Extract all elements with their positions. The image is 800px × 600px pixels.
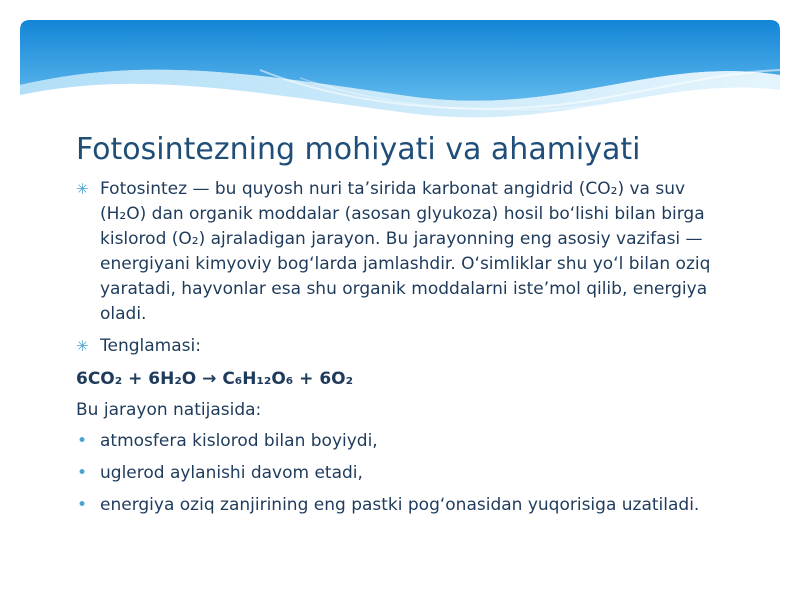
paragraph-definition <box>76 177 736 327</box>
result-text: uglerod aylanishi davom etadi, <box>100 463 363 483</box>
header-wave-decoration <box>0 0 800 150</box>
result-intro: Bu jarayon natijasida: <box>76 400 262 420</box>
list-item <box>76 493 736 518</box>
list-item <box>76 429 736 454</box>
dot-bullet-icon: • <box>77 431 88 451</box>
result-text: atmosfera kislorod bilan boyiydi, <box>100 431 378 451</box>
definition-text: Fotosintez — bu quyosh nuri ta’sirida karbonat angidrid (CO₂) va suv (H₂O) dan organik moddalar (asosan glyukoza) hosil bo‘lishi bilan birga kislorod (O₂) ajraladigan jarayon. Bu jarayonning eng asosiy vazifasi — energiyani kimyoviy bog‘larda jamlashdir. O‘simliklar shu yo‘l bilan oziq yaratadi, hayvonlar esa shu organik moddalarni iste’mol qilib, energiya oladi. <box>100 179 711 324</box>
star-bullet-icon: ✳ <box>76 337 89 355</box>
photosynthesis-equation: 6CO₂ + 6H₂O → C₆H₁₂O₆ + 6O₂ <box>76 369 354 389</box>
paragraph-equation-label <box>76 334 736 359</box>
slide-title: Fotosintezning mohiyati va ahamiyati <box>76 132 641 167</box>
dot-bullet-icon: • <box>77 463 88 483</box>
slide-content <box>76 177 736 518</box>
equation-label-text: Tenglamasi: <box>100 336 201 356</box>
list-item <box>76 461 736 486</box>
star-bullet-icon: ✳ <box>76 180 89 198</box>
dot-bullet-icon: • <box>77 495 88 515</box>
result-text: energiya oziq zanjirining eng pastki pog‘onasidan yuqorisiga uzatiladi. <box>100 495 700 515</box>
